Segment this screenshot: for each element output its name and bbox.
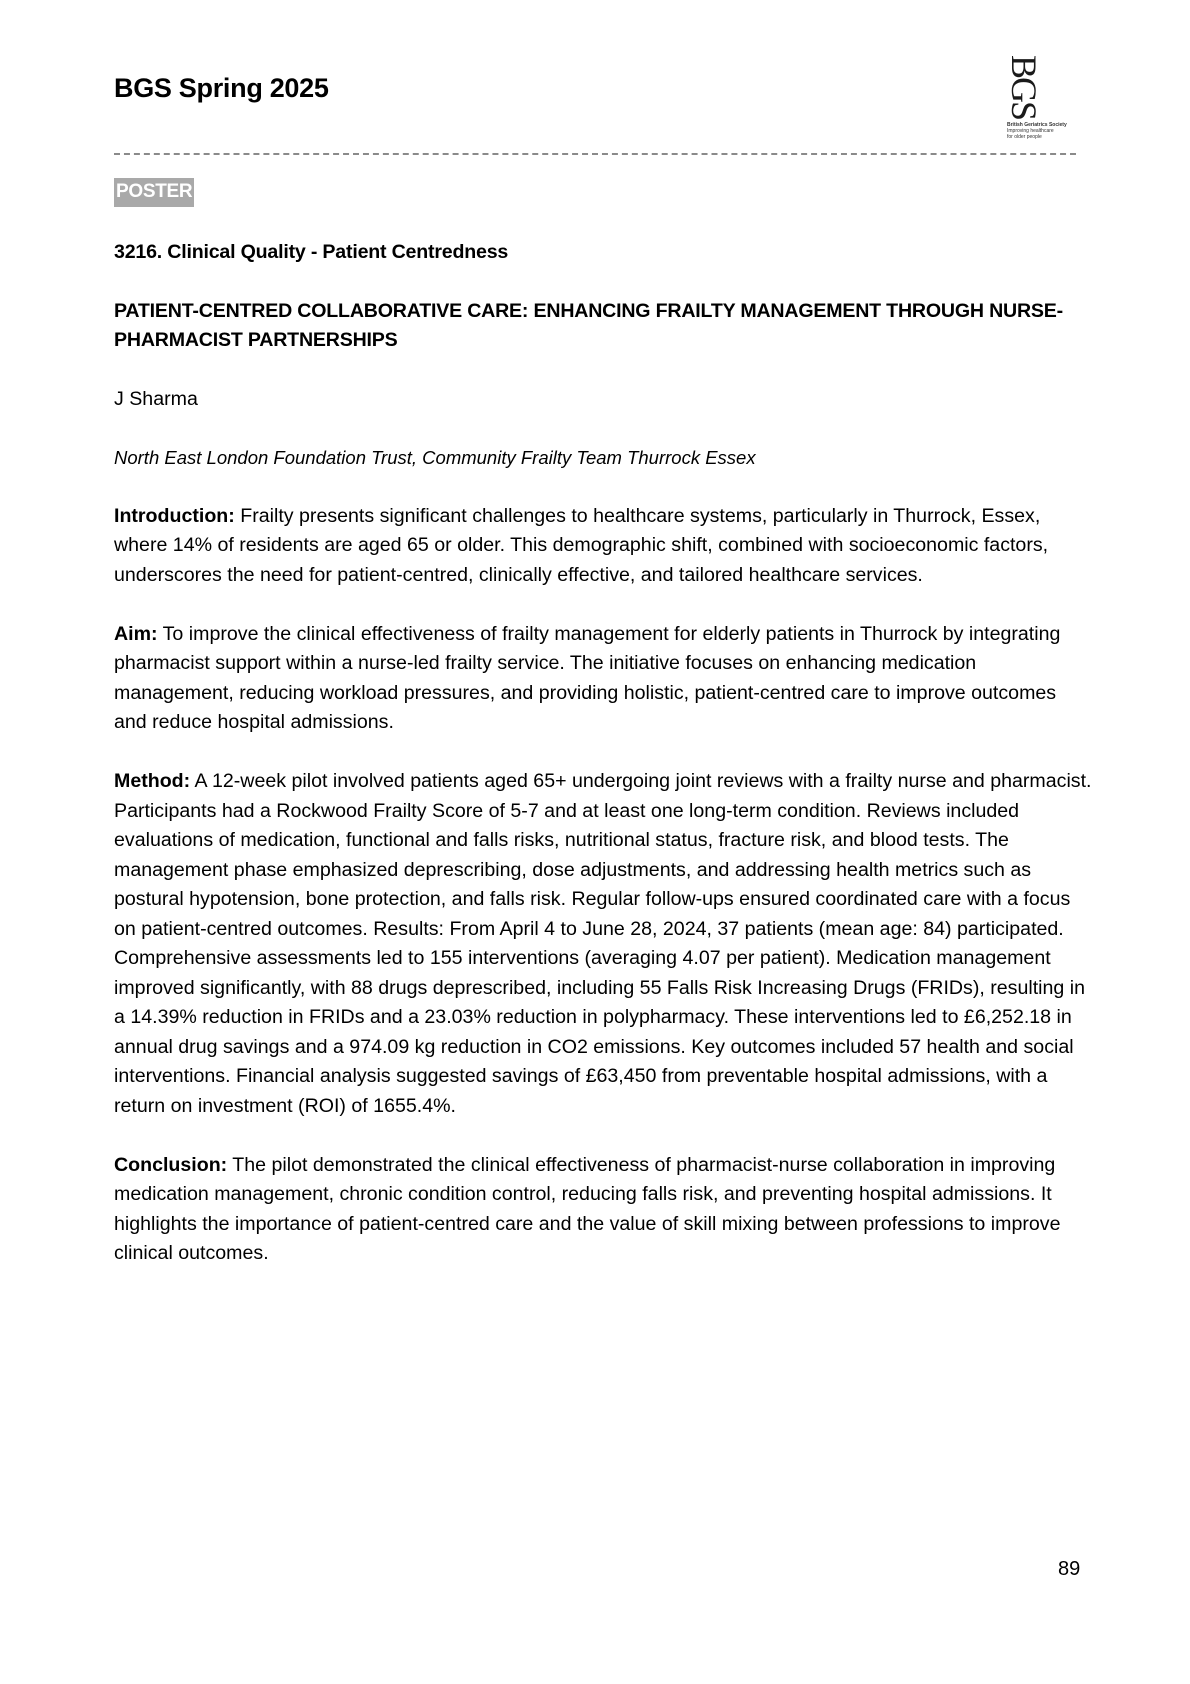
method-label: Method: [114,770,191,792]
poster-badge: POSTER [114,178,194,207]
page-header-title: BGS Spring 2025 [114,73,329,103]
introduction-paragraph [114,502,1094,591]
aim-paragraph [114,620,1094,738]
abstract-section-heading: 3216. Clinical Quality - Patient Centredness [114,241,509,263]
introduction-text: Frailty presents significant challenges to healthcare systems, particularly in Thurrock, Essex, where 14% of residents are aged 65 or older. This demographic shift, combined with socioeconomic factors, underscores the need for patient-centred, clinically effective, and tailored healthcare services. [114,504,1049,586]
conclusion-text: The pilot demonstrated the clinical effectiveness of pharmacist-nurse collaboration in improving medication management, chronic condition control, reducing falls risk, and preventing hospital admissions. It highlights the importance of patient-centred care and the value of skill mixing between professions to improve clinical outcomes. [114,1153,1061,1264]
bgs-logo-mark-icon [1004,54,1044,120]
logo-tagline-line1: Improving healthcare [1007,128,1054,134]
logo-mark-text: BGS [1004,54,1044,120]
conclusion-label: Conclusion: [114,1153,228,1176]
header-divider [114,153,1076,155]
introduction-label: Introduction: [114,504,235,527]
abstract-body [114,238,1094,1298]
conclusion-paragraph [114,1151,1094,1269]
aim-label: Aim: [114,622,158,645]
logo-tagline-line2: for older people [1007,134,1042,140]
logo-caption [1007,122,1067,140]
aim-text: To improve the clinical effectiveness of frailty management for elderly patients in Thurrock by integrating pharmacist support within a nurse-led frailty service. The initiative focuses on enhancing medication management, reducing workload pressures, and providing holistic, patient-centred care to improve outcomes and reduce hospital admissions. [114,622,1061,733]
abstract-affiliation: North East London Foundation Trust, Community Frailty Team Thurrock Essex [114,447,756,468]
method-paragraph [114,767,1094,1121]
abstract-title: PATIENT-CENTRED COLLABORATIVE CARE: ENHANCING FRAILTY MANAGEMENT THROUGH NURSE-PHARMACIST PARTNERSHIPS [114,299,1063,351]
abstract-author: J Sharma [114,387,198,410]
page-number: 89 [1058,1558,1081,1580]
logo-org-name: British Geriatrics Society [1007,122,1067,128]
bgs-logo [1003,54,1083,140]
method-text: A 12-week pilot involved patients aged 65+ undergoing joint reviews with a frailty nurse and pharmacist. Participants had a Rockwood Frailty Score of 5-7 and at least one long-term condition. Reviews included evaluations of medication, functional and falls risks, nutritional status, fracture risk, and blood tests. The management phase emphasized deprescribing, dose adjustments, and addressing health metrics such as postural hypotension, bone protection, and falls risk. Regular follow-ups ensured coordinated care with a focus on patient-centred outcomes. Results: From April 4 to June 28, 2024, 37 patients (mean age: 84) participated. Comprehensive assessments led to 155 interventions (averaging 4.07 per patient). Medication management improved significantly, with 88 drugs deprescribed, including 55 Falls Risk Increasing Drugs (FRIDs), resulting in a 14.39% reduction in FRIDs and a 23.03% reduction in polypharmacy. These interventions led to £6,252.18 in annual drug savings and a 974.09 kg reduction in CO2 emissions. Key outcomes included 57 health and social interventions. Financial analysis suggested savings of £63,450 from preventable hospital admissions, with a return on investment (ROI) of 1655.4%. [114,770,1092,1117]
